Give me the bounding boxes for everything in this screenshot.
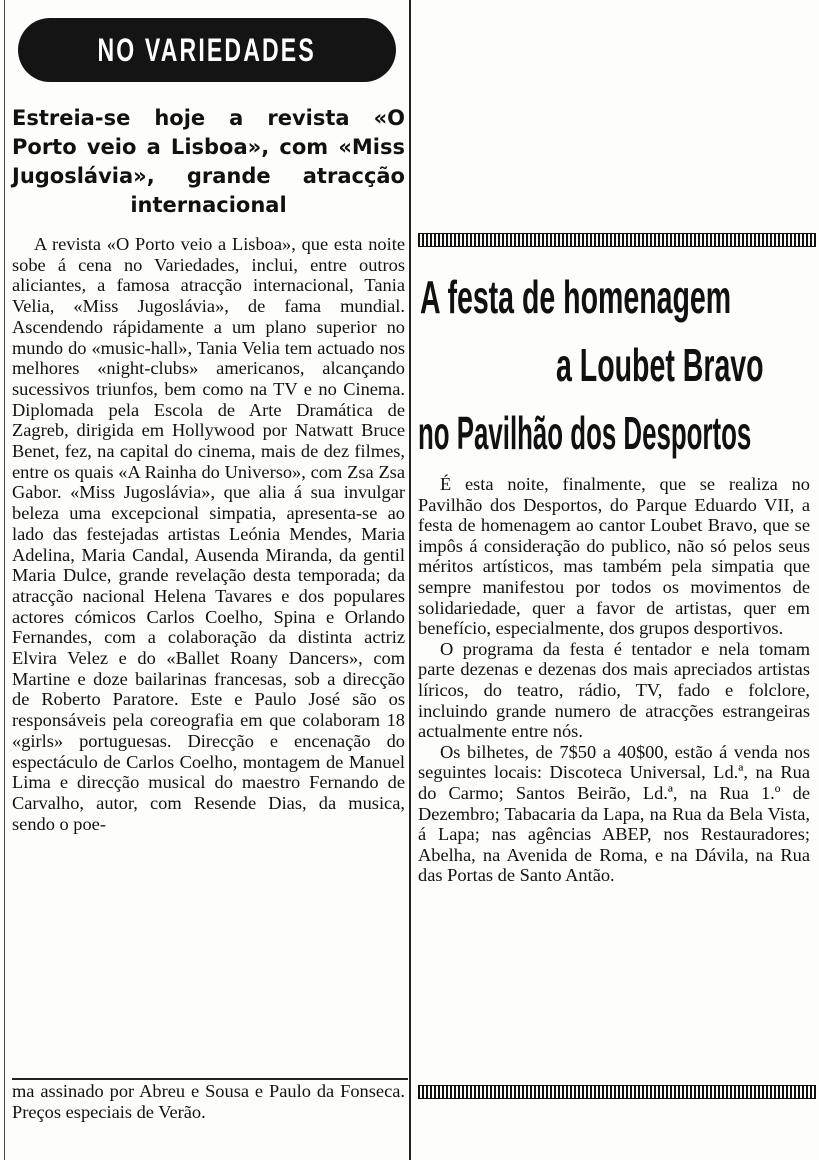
section-title: NO VARIEDADES [97,31,317,68]
left-article-headline: Estreia-se hoje a revista «O Porto veio a Lisboa», com «Miss Jugoslávia», grande atracção internacional [12,106,405,217]
right-article-title-line-3: no Pavilhão dos Desportos [418,407,752,459]
left-page-edge-rule [4,0,5,1160]
left-article-body: A revista «O Porto veio a Lisboa», que esta noite sobe á cena no Variedades, inclui, entre outros aliciantes, a famosa atracção internacional, Tania Velia, «Miss Jugoslávia», de fama mundial. Ascendendo rápidamente a um plano superior no mundo do «music-hall», Tania Velia tem actuado nos melhores «night-clubs» americanos, alcançando sucessivos triunfos, bem como na TV e no Cinema. Diplomada pela Escola de Arte Dramática de Zagreb, dirigida em Hollywood por Natwatt Bruce Benet, fez, na capital do cinema, mais de dez filmes, entre os quais «A Rainha do Universo», com Zsa Zsa Gabor. «Miss Jugoslávia», que alia á sua invulgar beleza uma excepcional simpatia, apresenta-se ao lado das festejadas artistas Leónia Mendes, Maria Adelina, Maria Candal, Ausenda Miranda, da gentil Maria Dulce, grande revelação desta temporada; da atracção nacional Helena Tavares e dos populares actores cómicos Carlos Coelho, Spina e Orlando Fernandes, com a colaboração da distinta actriz Elvira Velez e do «Ballet Roany Dancers», com Martine e doze bailarinas francesas, sob a direcção de Roberto Paratore. Este e Paulo José são os responsáveis pela coreografia em que colaboram 18 «girls» portuguesas. Direcção e encenação do espectáculo de Carlos Coelho, montagem de Manuel Lima e direcção musical do maestro Fernando de Carvalho, autor, com Resende Dias, da musica, sendo o poe- [12,234,405,834]
right-article-title-line-2: a Loubet Bravo [556,339,764,391]
decorative-rule-top [418,233,816,247]
left-article-body-continued: ma assinado por Abreu e Sousa e Paulo da Fonseca. Preços especiais de Verão. [12,1081,405,1122]
right-article-title-line-1: A festa de homenagem [420,271,732,323]
right-article-paragraph-2: O programa da festa é tentador e nela tomam parte dezenas e dezenas dos mais apreciados artistas líricos, do teatro, rádio, TV, fado e folclore, incluindo grande numero de atracções estrangeiras actualmente entre nós. [418,638,810,742]
right-article-paragraph-3: Os bilhetes, de 7$50 a 40$00, estão á venda nos seguintes locais: Discoteca Universal, Ld.ª, na Rua do Carmo; Santos Beirão, Ld.ª, na Rua 1.º de Dezembro; Tabacaria da Lapa, na Rua da Bela Vista, á Lapa; nas agências ABEP, nos Restauradores; Abelha, na Avenida de Roma, e na Dávila, na Rua das Portas de Santo Antão. [418,741,810,886]
section-banner [18,18,396,82]
continuation-rule [12,1078,408,1080]
right-article-body [418,474,810,886]
column-divider-rule [409,0,411,1160]
right-article-paragraph-1: É esta noite, finalmente, que se realiza no Pavilhão dos Desportos, do Parque Eduardo VII, a festa de homenagem ao cantor Loubet Bravo, que se impôs á consideração do publico, não só pelos seus méritos artísticos, mas também pela simpatia que sempre manifestou por todos os movimentos de solidariedade, quer a favor de artistas, quer em benefício, especialmente, dos grupos desportivos. [418,474,810,639]
decorative-rule-bottom [418,1085,816,1099]
